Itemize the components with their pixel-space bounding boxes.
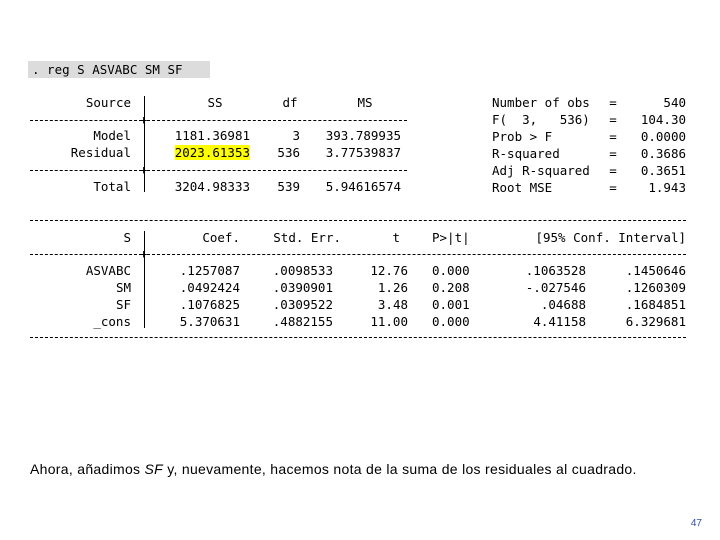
stat-label: Adj R-squared [492, 163, 590, 178]
coef-ci-low: -.027546 [525, 280, 586, 295]
coef-ci-low: 4.41158 [533, 314, 586, 329]
anova-header-source: Source [85, 95, 131, 110]
anova-header-df: df [282, 95, 298, 110]
anova-cross: + [140, 113, 148, 127]
coef-var: SM [115, 280, 131, 295]
coef-se: .0309522 [272, 297, 333, 312]
coef-se: .0098533 [272, 263, 333, 278]
coef-header-se: Std. Err. [273, 230, 341, 245]
stat-equals: = [609, 95, 617, 110]
coef-rule-bottom [30, 337, 686, 338]
coef-value: 5.370631 [179, 314, 240, 329]
coef-t: 12.76 [370, 263, 408, 278]
anova-row-df: 536 [277, 145, 300, 160]
anova-rule-mid-right [147, 170, 407, 171]
coef-rule-mid-right [147, 254, 686, 255]
anova-row-source: Residual [70, 145, 131, 160]
stat-equals: = [609, 163, 617, 178]
stat-value: 540 [663, 95, 686, 110]
coef-ci-high: 6.329681 [625, 314, 686, 329]
coef-header-p: P>|t| [432, 230, 470, 245]
stat-equals: = [609, 112, 617, 127]
anova-row-ms: 3.77539837 [325, 145, 401, 160]
caption-before: Ahora, añadimos [30, 461, 145, 477]
coef-se: .0390901 [272, 280, 333, 295]
caption-after: y, nuevamente, hacemos nota de la suma de los residuales al cuadrado. [163, 461, 637, 477]
anova-row-source: Model [93, 128, 131, 143]
stat-label: Number of obs [492, 95, 590, 110]
anova-rule-mid-left [30, 170, 142, 171]
coef-ci-high: .1260309 [625, 280, 686, 295]
coef-ci-high: .1450646 [625, 263, 686, 278]
coef-header-coef: Coef. [202, 230, 240, 245]
coef-p: 0.208 [432, 280, 470, 295]
coef-p: 0.000 [432, 314, 470, 329]
coef-value: .0492424 [179, 280, 240, 295]
anova-row-df: 539 [277, 179, 300, 194]
coef-var: ASVABC [85, 263, 131, 278]
coef-p: 0.000 [432, 263, 470, 278]
anova-row-ss: 3204.98333 [174, 179, 250, 194]
coef-value: .1257087 [179, 263, 240, 278]
anova-row-ss [150, 144, 250, 161]
anova-rule-top-right [147, 120, 407, 121]
stat-label: Root MSE [492, 180, 553, 195]
anova-header-ms: MS [357, 95, 373, 110]
coef-var: SF [115, 297, 131, 312]
coef-t: 3.48 [377, 297, 408, 312]
highlighted-rss: 2023.61353 [174, 145, 250, 160]
stat-label: R-squared [492, 146, 560, 161]
anova-row-df: 3 [292, 128, 300, 143]
coef-header-t: t [392, 230, 400, 245]
stat-equals: = [609, 129, 617, 144]
coef-ci-high: .1684851 [625, 297, 686, 312]
stat-equals: = [609, 146, 617, 161]
caption-emphasis: SF [144, 461, 164, 477]
coef-rule-mid-left [30, 254, 142, 255]
stat-value: 1.943 [648, 180, 686, 195]
caption-text [30, 459, 710, 479]
anova-row-ms: 393.789935 [325, 128, 401, 143]
coef-t: 1.26 [377, 280, 408, 295]
coef-ci-low: .04688 [540, 297, 586, 312]
anova-row-ss: 1181.36981 [174, 128, 250, 143]
anova-cross: + [140, 163, 148, 177]
stat-value: 104.30 [640, 112, 686, 127]
stat-label: Prob > F [492, 129, 553, 144]
coef-header-ci: [95% Conf. Interval] [535, 230, 686, 245]
command-line: . reg S ASVABC SM SF [28, 61, 210, 78]
stat-value: 0.3686 [640, 146, 686, 161]
stat-equals: = [609, 180, 617, 195]
coef-ci-low: .1063528 [525, 263, 586, 278]
anova-rule-top-left [30, 120, 142, 121]
coef-cross: + [140, 247, 148, 261]
coef-t: 11.00 [370, 314, 408, 329]
stat-value: 0.0000 [640, 129, 686, 144]
coef-value: .1076825 [179, 297, 240, 312]
anova-header-ss: SS [207, 95, 223, 110]
coef-separator [144, 231, 145, 328]
stat-label: F( 3, 536) [492, 112, 590, 127]
anova-row-ms: 5.94616574 [325, 179, 401, 194]
coef-se: .4882155 [272, 314, 333, 329]
coef-var: _cons [93, 314, 131, 329]
coef-p: 0.001 [432, 297, 470, 312]
anova-separator [144, 96, 145, 192]
page-number: 47 [690, 518, 702, 529]
anova-row-source: Total [93, 179, 131, 194]
coef-header-var: S [123, 230, 131, 245]
coef-rule-top [30, 220, 686, 221]
stat-value: 0.3651 [640, 163, 686, 178]
